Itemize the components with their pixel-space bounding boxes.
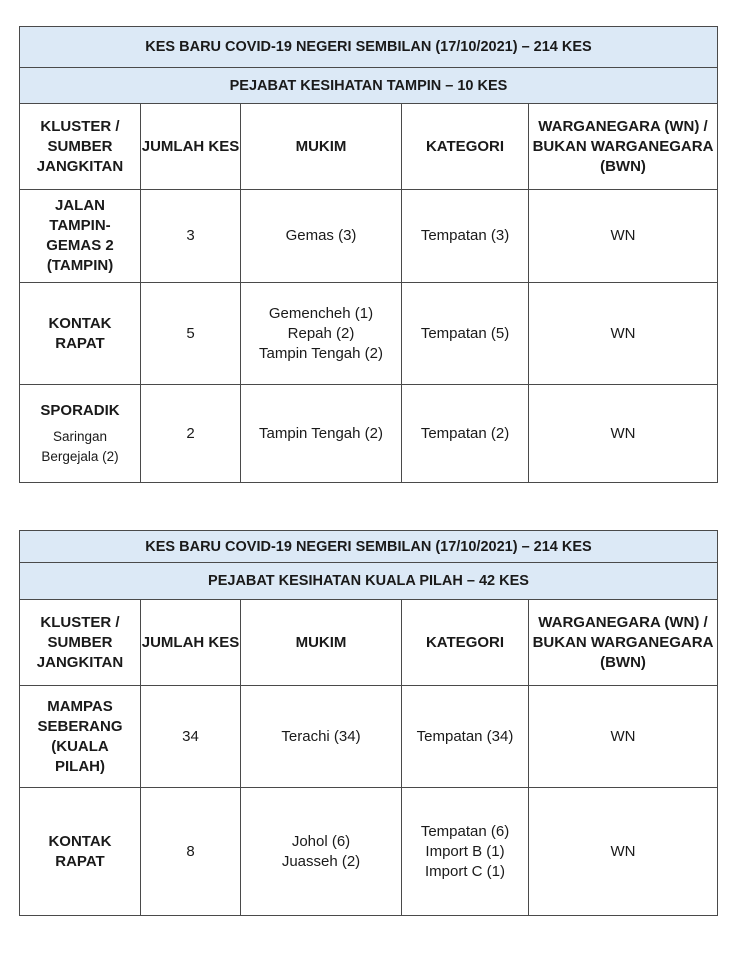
covid-table-tampin xyxy=(19,26,718,483)
category-cell xyxy=(402,686,529,788)
citizenship-cell: WN xyxy=(529,190,718,283)
mukim-cell xyxy=(241,788,402,916)
category-cell xyxy=(402,385,529,483)
mukim-entry: Gemas (3) xyxy=(285,227,357,244)
cluster-name: SPORADIK xyxy=(40,401,120,419)
count-cell: 3 xyxy=(141,190,241,283)
table-row xyxy=(20,385,718,483)
header-mukim: MUKIM xyxy=(241,600,402,686)
header-mukim: MUKIM xyxy=(241,104,402,190)
mukim-entry: Terachi (34) xyxy=(281,727,361,745)
category-entry: Tempatan (5) xyxy=(420,324,510,342)
header-category: KATEGORI xyxy=(402,600,529,686)
office-title: PEJABAT KESIHATAN KUALA PILAH – 42 KES xyxy=(20,563,718,600)
cluster-cell xyxy=(20,385,141,483)
cluster-cell: MAMPAS SEBERANG (KUALA PILAH) xyxy=(20,686,141,788)
category-cell xyxy=(402,190,529,283)
mukim-cell xyxy=(241,686,402,788)
covid-table-kuala-pilah xyxy=(19,530,718,916)
category-entry: Import C (1) xyxy=(424,862,505,880)
category-entry: Tempatan (2) xyxy=(420,424,510,442)
category-cell xyxy=(402,283,529,385)
header-cluster: KLUSTER / SUMBER JANGKITAN xyxy=(20,600,141,686)
mukim-entry: Gemencheh (1) xyxy=(268,304,374,322)
table-row xyxy=(20,788,718,916)
cluster-cell: KONTAK RAPAT xyxy=(20,788,141,916)
table-row xyxy=(20,190,718,283)
header-category: KATEGORI xyxy=(402,104,529,190)
mukim-cell xyxy=(241,190,402,283)
citizenship-cell: WN xyxy=(529,385,718,483)
header-citizenship: WARGANEGARA (WN) / BUKAN WARGANEGARA (BWN) xyxy=(529,104,718,190)
mukim-entry: Johol (6) xyxy=(291,832,351,850)
table-row xyxy=(20,686,718,788)
count-cell: 5 xyxy=(141,283,241,385)
mukim-entry: Juasseh (2) xyxy=(281,852,361,870)
header-citizenship: WARGANEGARA (WN) / BUKAN WARGANEGARA (BWN) xyxy=(529,600,718,686)
citizenship-cell: WN xyxy=(529,283,718,385)
category-entry: Tempatan (6) xyxy=(420,822,510,840)
citizenship-cell: WN xyxy=(529,788,718,916)
count-cell: 8 xyxy=(141,788,241,916)
header-cluster: KLUSTER / SUMBER JANGKITAN xyxy=(20,104,141,190)
category-cell xyxy=(402,788,529,916)
table-title: KES BARU COVID-19 NEGERI SEMBILAN (17/10/2021) – 214 KES xyxy=(20,531,718,563)
mukim-cell xyxy=(241,385,402,483)
category-entry: Tempatan (3) xyxy=(420,227,510,244)
category-entry: Import B (1) xyxy=(425,842,505,860)
count-cell: 34 xyxy=(141,686,241,788)
cluster-cell: JALAN TAMPIN-GEMAS 2 (TAMPIN) xyxy=(20,190,141,283)
header-count: JUMLAH KES xyxy=(141,104,241,190)
mukim-entry: Repah (2) xyxy=(287,324,355,342)
mukim-cell xyxy=(241,283,402,385)
table-title: KES BARU COVID-19 NEGERI SEMBILAN (17/10/2021) – 214 KES xyxy=(20,27,718,68)
header-count: JUMLAH KES xyxy=(141,600,241,686)
cluster-subtext: Saringan Bergejala (2) xyxy=(41,428,119,464)
cluster-cell: KONTAK RAPAT xyxy=(20,283,141,385)
citizenship-cell: WN xyxy=(529,686,718,788)
mukim-entry: Tampin Tengah (2) xyxy=(259,344,383,362)
office-title: PEJABAT KESIHATAN TAMPIN – 10 KES xyxy=(20,68,718,104)
mukim-entry: Tampin Tengah (2) xyxy=(259,424,383,442)
count-cell: 2 xyxy=(141,385,241,483)
table-row xyxy=(20,283,718,385)
category-entry: Tempatan (34) xyxy=(416,727,514,745)
